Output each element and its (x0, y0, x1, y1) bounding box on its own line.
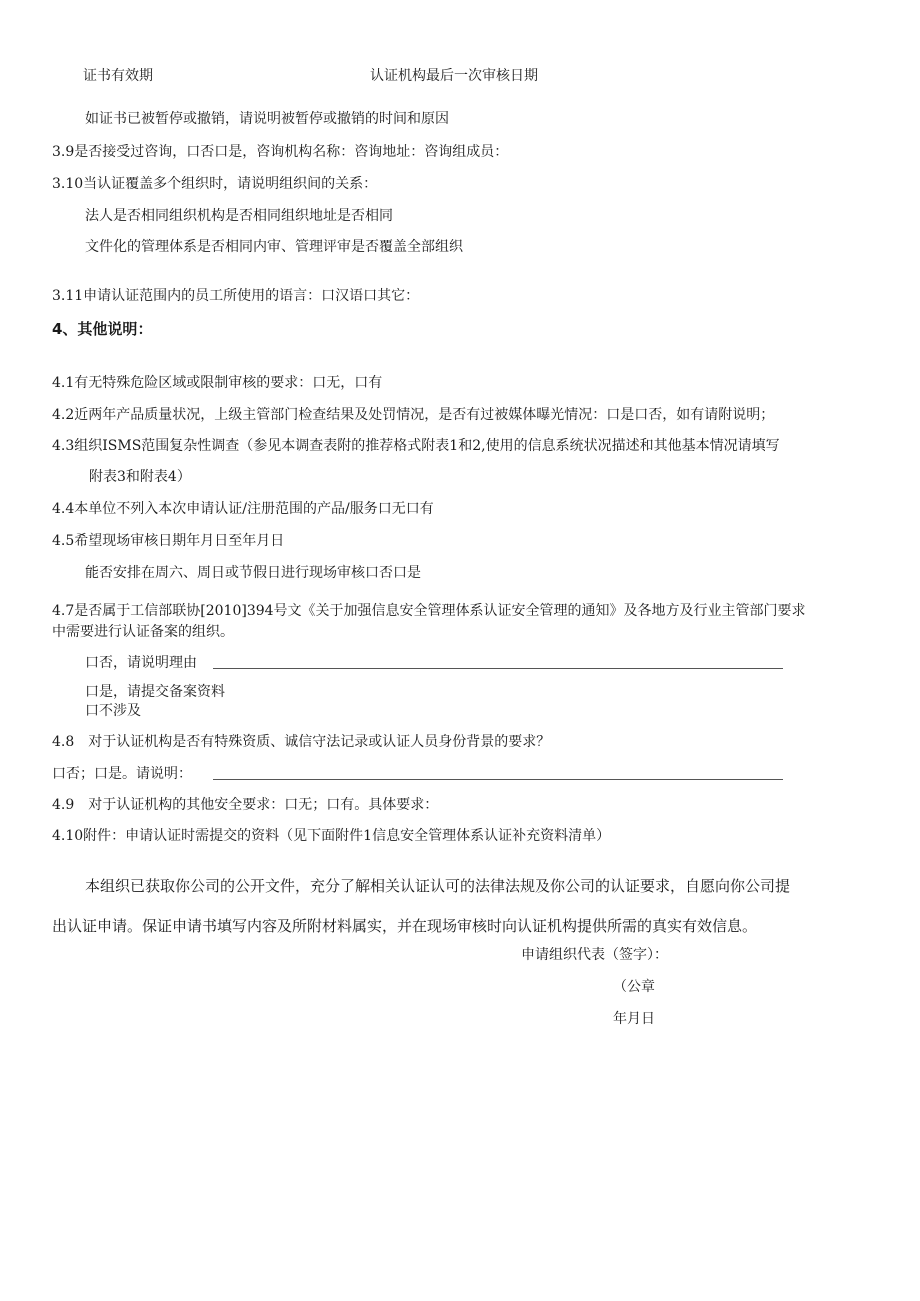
question-3-10-legal: 法人是否相同组织机构是否相同组织地址是否相同 (85, 208, 393, 224)
question-4-8: 4.8 对于认证机构是否有特殊资质、诚信守法记录或认证人员身份背景的要求？ (52, 734, 551, 750)
question-4-10: 4.10附件：申请认证时需提交的资料（见下面附件1信息安全管理体系认证补充资料清单） (52, 828, 611, 844)
question-4-5-weekend: 能否安排在周六、周日或节假日进行现场审核口否口是 (85, 565, 421, 581)
reason-underline[interactable] (213, 668, 783, 669)
question-4-3: 4.3组织ISMS范围复杂性调查（参见本调查表附的推荐格式附表1和2,使用的信息系统状况描述和其他基本情况请填写 (52, 438, 780, 454)
question-4-7-yes: 口是，请提交备案资料 (85, 684, 225, 700)
question-4-9: 4.9 对于认证机构的其他安全要求：口无；口有。具体要求： (52, 797, 439, 813)
company-seal: （公章 (613, 979, 655, 995)
sign-date: 年月日 (613, 1011, 655, 1027)
question-3-10-management: 文件化的管理体系是否相同内审、管理评审是否覆盖全部组织 (85, 239, 463, 255)
suspension-note: 如证书已被暂停或撤销，请说明被暂停或撤销的时间和原因 (85, 111, 449, 127)
declaration-line-2: 出认证申请。保证申请书填写内容及所附材料属实，并在现场审核时向认证机构提供所需的真实有效信息。 (52, 917, 758, 935)
question-4-7-cont: 中需要进行认证备案的组织。 (52, 624, 234, 640)
last-audit-date-label: 认证机构最后一次审核日期 (370, 68, 538, 84)
question-4-3-cont: 附表3和附表4） (89, 469, 191, 485)
representative-signature: 申请组织代表（签字）： (521, 947, 668, 963)
declaration-line-1: 本组织已获取你公司的公开文件，充分了解相关认证认可的法律法规及你公司的认证要求，自愿向你公司提 (85, 877, 791, 895)
question-4-7-no: 口否，请说明理由 (85, 655, 197, 671)
question-4-4: 4.4本单位不列入本次申请认证/注册范围的产品/服务口无口有 (52, 501, 434, 517)
question-4-1: 4.1有无特殊危险区域或限制审核的要求：口无，口有 (52, 375, 383, 391)
question-4-7-na: 口不涉及 (85, 703, 141, 719)
question-3-11: 3.11申请认证范围内的员工所使用的语言：口汉语口其它： (52, 288, 420, 304)
question-4-8-answer: 口否；口是。请说明： (52, 766, 192, 782)
question-4-5: 4.5希望现场审核日期年月日至年月日 (52, 533, 285, 549)
cert-validity-label: 证书有效期 (83, 68, 153, 84)
explain-underline[interactable] (213, 779, 783, 780)
question-3-9: 3.9是否接受过咨询，口否口是，咨询机构名称：咨询地址：咨询组成员： (52, 144, 509, 160)
question-4-2: 4.2近两年产品质量状况，上级主管部门检查结果及处罚情况，是否有过被媒体曝光情况：口是口否，如有请附说明； (52, 407, 775, 423)
question-4-7: 4.7是否属于工信部联协[2010]394号文《关于加强信息安全管理体系认证安全管理的通知》及各地方及行业主管部门要求 (52, 603, 806, 619)
section-4-heading: 4、其他说明： (52, 320, 153, 338)
question-3-10: 3.10当认证覆盖多个组织时，请说明组织间的关系： (52, 176, 378, 192)
